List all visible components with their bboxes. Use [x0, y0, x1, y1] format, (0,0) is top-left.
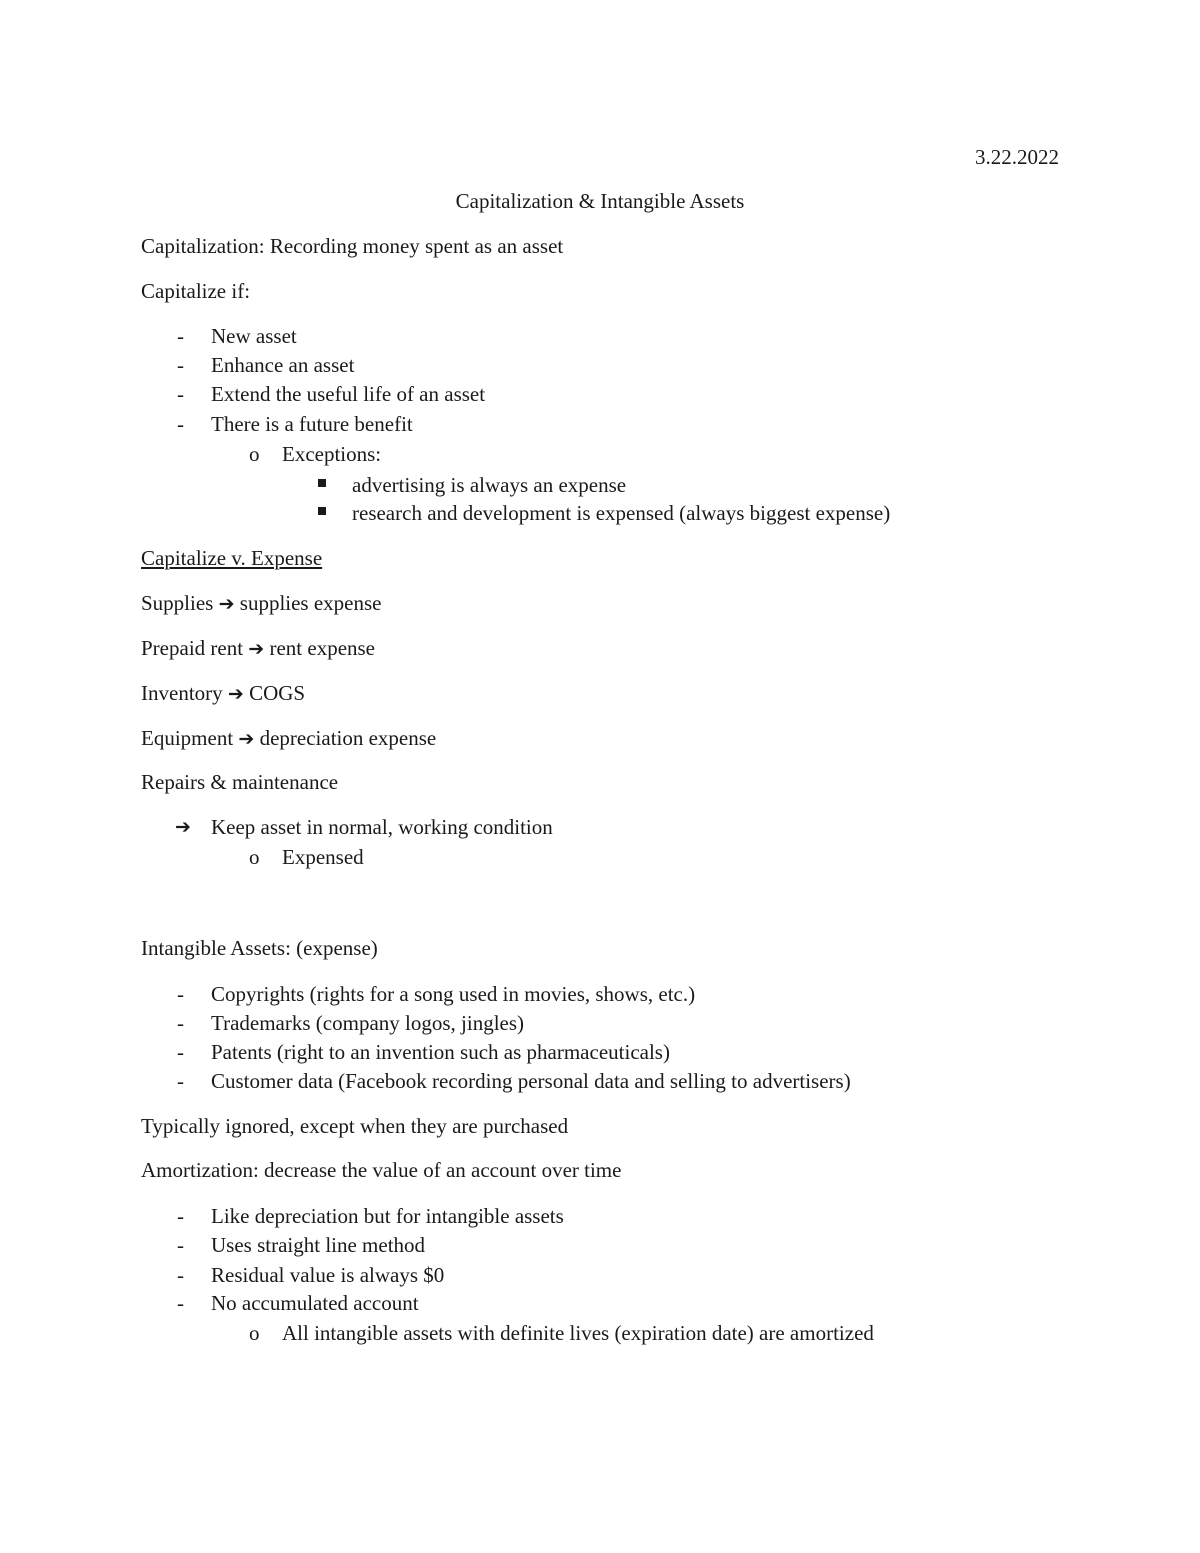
capitalization-definition: Capitalization: Recording money spent as an asset	[141, 234, 564, 258]
square-bullet-icon	[318, 507, 326, 515]
right-arrow-icon: ➔	[238, 728, 255, 750]
dash-bullet: -	[177, 982, 184, 1006]
dash-bullet: -	[177, 1263, 184, 1287]
right-arrow-icon: ➔	[218, 593, 235, 615]
circle-bullet: o	[249, 1321, 260, 1345]
right-arrow-icon: ➔	[248, 638, 265, 660]
amortization-definition: Amortization: decrease the value of an account over time	[141, 1158, 622, 1182]
dash-bullet: -	[177, 382, 184, 406]
expense-mapping: Inventory ➔ COGS	[141, 681, 306, 705]
repairs-heading: Repairs & maintenance	[141, 770, 339, 794]
right-arrow-icon: ➔	[227, 683, 244, 705]
expense-mapping: Prepaid rent ➔ rent expense	[141, 636, 376, 660]
dash-bullet: -	[177, 1040, 184, 1064]
dash-bullet: -	[177, 1291, 184, 1315]
date: 3.22.2022	[975, 145, 1059, 169]
page-title: Capitalization & Intangible Assets	[455, 189, 745, 213]
dash-bullet: -	[177, 412, 184, 436]
dash-bullet: -	[177, 1069, 184, 1093]
dash-bullet: -	[177, 1011, 184, 1035]
intangible-note: Typically ignored, except when they are purchased	[141, 1114, 569, 1138]
square-bullet-icon	[318, 479, 326, 487]
dash-bullet: -	[177, 1233, 184, 1257]
dash-bullet: -	[177, 1204, 184, 1228]
dash-bullet: -	[177, 353, 184, 377]
capitalize-if-heading: Capitalize if:	[141, 279, 251, 303]
right-arrow-icon: ➔	[175, 816, 191, 838]
circle-bullet: o	[249, 845, 260, 869]
expense-mapping: Equipment ➔ depreciation expense	[141, 726, 437, 750]
section-heading: Capitalize v. Expense	[141, 546, 323, 570]
intangible-heading: Intangible Assets: (expense)	[141, 936, 378, 960]
expense-mapping: Supplies ➔ supplies expense	[141, 591, 382, 615]
circle-bullet: o	[249, 442, 260, 466]
dash-bullet: -	[177, 324, 184, 348]
